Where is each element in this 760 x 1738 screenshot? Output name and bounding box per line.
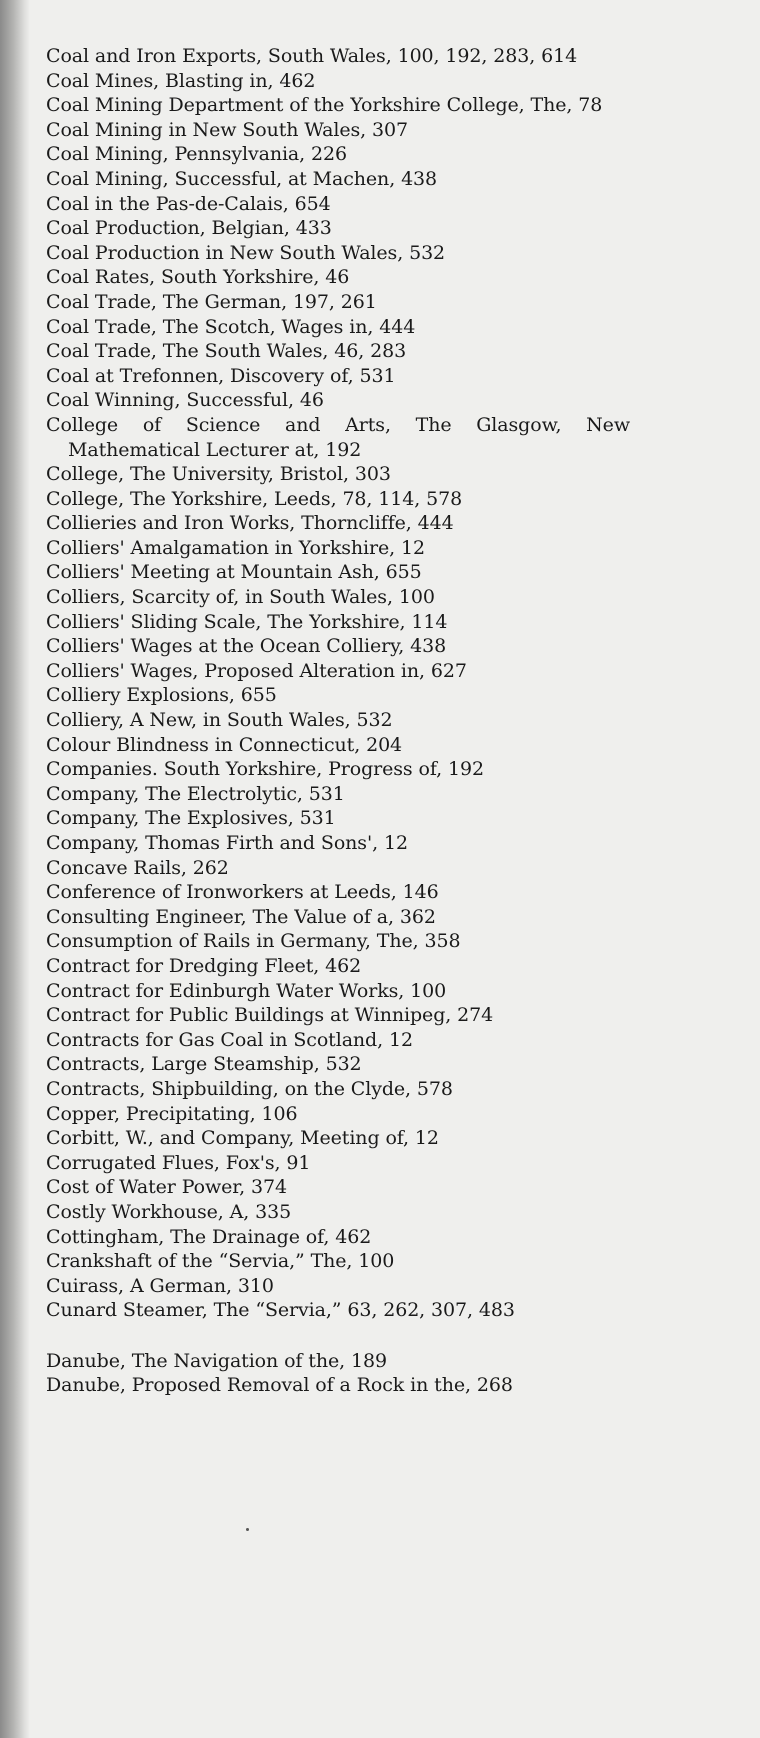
index-entry: Companies. South Yorkshire, Progress of, 192 — [46, 758, 484, 781]
index-entry: Contracts, Large Steamship, 532 — [46, 1053, 362, 1076]
section-gap — [46, 1323, 630, 1349]
index-entry: Coal in the Pas-de-Calais, 654 — [46, 192, 331, 215]
index-entry: Colliery, A New, in South Wales, 532 — [46, 709, 393, 732]
index-entry: Contract for Public Buildings at Winnipeg, 274 — [46, 1004, 494, 1027]
index-entry: Cottingham, The Drainage of, 462 — [46, 1225, 372, 1248]
index-entry: Coal Mining, Pennsylvania, 226 — [46, 143, 348, 166]
index-section-d — [46, 1349, 630, 1398]
index-list — [46, 44, 630, 1398]
index-entry: Coal at Trefonnen, Discovery of, 531 — [46, 364, 396, 387]
index-entry: Colliers' Amalgamation in Yorkshire, 12 — [46, 536, 425, 559]
index-entry: Coal Rates, South Yorkshire, 46 — [46, 266, 350, 289]
index-entry: Cunard Steamer, The “Servia,” 63, 262, 307, 483 — [46, 1299, 515, 1322]
index-entry: Cuirass, A German, 310 — [46, 1274, 274, 1297]
index-entry: Corbitt, W., and Company, Meeting of, 12 — [46, 1127, 439, 1150]
index-entry: Company, The Electrolytic, 531 — [46, 782, 345, 805]
index-entry: Contract for Edinburgh Water Works, 100 — [46, 979, 447, 1002]
index-entry: Coal Trade, The Scotch, Wages in, 444 — [46, 315, 416, 338]
index-entry: Contract for Dredging Fleet, 462 — [46, 954, 362, 977]
index-entry: Consulting Engineer, The Value of a, 362 — [46, 905, 436, 928]
index-entry: Colliers, Scarcity of, in South Wales, 100 — [46, 586, 435, 609]
index-entry: Company, Thomas Firth and Sons', 12 — [46, 832, 408, 854]
index-entry: Coal Trade, The German, 197, 261 — [46, 290, 377, 313]
index-entry: Coal Winning, Successful, 46 — [46, 389, 324, 412]
index-entry: Company, The Explosives, 531 — [46, 807, 336, 830]
index-entry: Corrugated Flues, Fox's, 91 — [46, 1151, 311, 1174]
index-entry: Copper, Precipitating, 106 — [46, 1102, 298, 1125]
index-entry: Danube, Proposed Removal of a Rock in the, 268 — [46, 1374, 513, 1397]
index-entry: Contracts for Gas Coal in Scotland, 12 — [46, 1028, 413, 1051]
index-entry: College, The Yorkshire, Leeds, 78, 114, 578 — [46, 487, 463, 510]
index-entry: Costly Workhouse, A, 335 — [46, 1200, 292, 1223]
index-entry: Crankshaft of the “Servia,” The, 100 — [46, 1250, 395, 1273]
scan-binding-edge — [0, 0, 30, 1738]
index-entry: Colour Blindness in Connecticut, 204 — [46, 733, 403, 756]
index-entry: Consumption of Rails in Germany, The, 358 — [46, 930, 461, 953]
index-entry: Coal Production in New South Wales, 532 — [46, 241, 446, 264]
index-entry: Coal Mines, Blasting in, 462 — [46, 69, 316, 92]
index-entry: Collieries and Iron Works, Thorncliffe, 444 — [46, 512, 454, 535]
index-entry: Colliery Explosions, 655 — [46, 684, 277, 707]
index-entry: Coal Production, Belgian, 433 — [46, 217, 332, 240]
index-entry: Colliers' Wages, Proposed Alteration in, 627 — [46, 659, 467, 682]
index-entry: Coal Mining Department of the Yorkshire College, The, 78 — [46, 94, 603, 117]
index-entry: Concave Rails, 262 — [46, 856, 229, 879]
index-entry: College, The University, Bristol, 303 — [46, 463, 391, 486]
index-entry: Colliers' Meeting at Mountain Ash, 655 — [46, 561, 422, 584]
index-entry: Contracts, Shipbuilding, on the Clyde, 578 — [46, 1077, 453, 1100]
index-entry: Coal Trade, The South Wales, 46, 283 — [46, 340, 407, 363]
index-entry: College of Science and Arts, The Glasgow, New Mathematical Lecturer at, 192 — [46, 413, 630, 461]
index-entry: Coal Mining in New South Wales, 307 — [46, 118, 408, 141]
index-entry: Colliers' Wages at the Ocean Colliery, 438 — [46, 635, 447, 658]
index-entry: Colliers' Sliding Scale, The Yorkshire, 114 — [46, 610, 448, 633]
index-entry: Cost of Water Power, 374 — [46, 1176, 288, 1199]
index-entry: Danube, The Navigation of the, 189 — [46, 1349, 387, 1372]
index-section-c — [46, 44, 630, 1323]
index-entry: Conference of Ironworkers at Leeds, 146 — [46, 881, 439, 904]
index-entry: Coal Mining, Successful, at Machen, 438 — [46, 167, 438, 190]
index-entry: Coal and Iron Exports, South Wales, 100, 192, 283, 614 — [46, 45, 578, 67]
scan-speck — [246, 1528, 249, 1531]
